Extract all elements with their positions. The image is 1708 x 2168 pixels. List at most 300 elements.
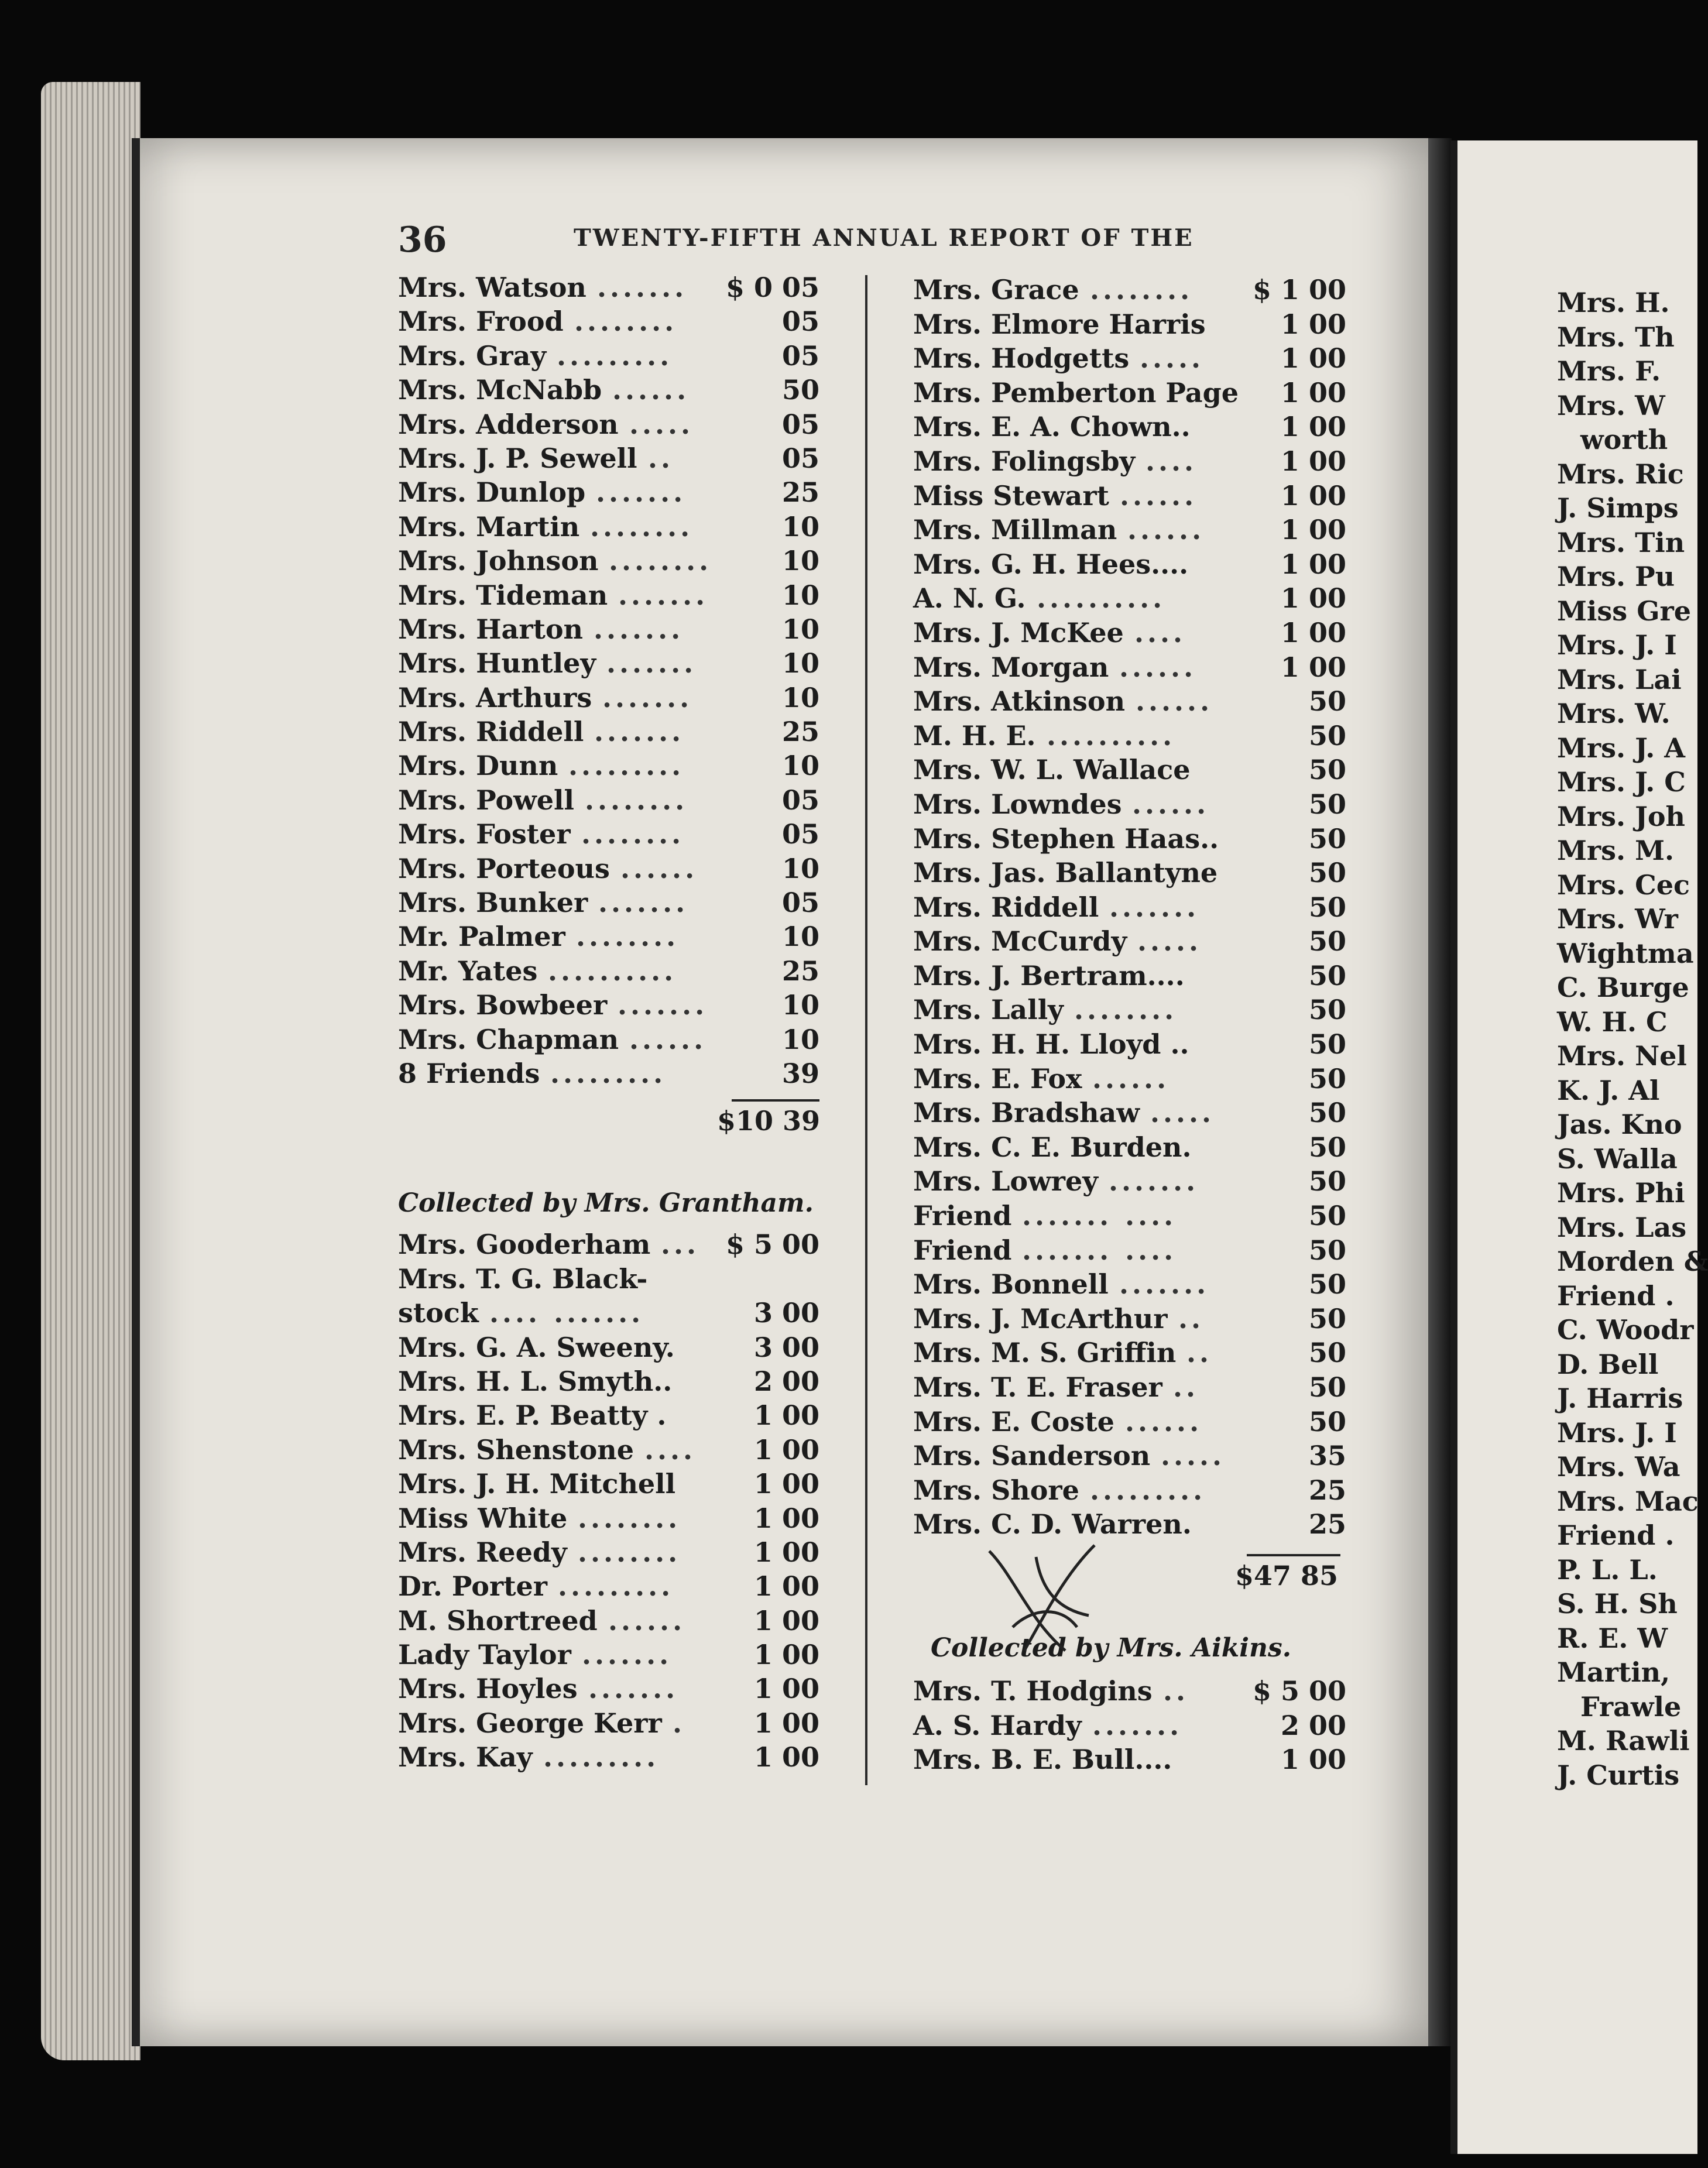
dot-leader: ......	[1120, 479, 1198, 512]
entry-amount: 50	[1308, 788, 1346, 820]
list-item	[913, 1062, 1346, 1096]
list-item	[398, 1262, 819, 1296]
entry-name: Mrs. Bradshaw	[913, 1097, 1140, 1129]
entry-amount: 05	[781, 887, 819, 919]
dot-leader: ........	[581, 818, 685, 850]
entry-amount: 25	[781, 955, 819, 987]
entry-amount: 05	[781, 306, 819, 338]
dot-leader: ........	[585, 784, 688, 816]
list-item	[1557, 594, 1697, 629]
middle-total-rule	[1247, 1554, 1340, 1556]
entry-name: Mrs. Bonnell	[913, 1268, 1109, 1301]
entry-name: Mrs. Dunn	[398, 750, 558, 782]
list-item	[1557, 868, 1697, 903]
dot-leader: .........	[543, 1741, 660, 1773]
entry-name: Mrs. Ric	[1557, 458, 1684, 490]
entry-name: Mrs. J. H. Mitchell	[398, 1468, 676, 1500]
entry-name: Mrs. G. H. Hees....	[913, 548, 1189, 580]
dot-leader: ......	[1136, 685, 1213, 718]
list-item	[913, 616, 1346, 650]
entry-amount: 1 00	[753, 1707, 819, 1739]
entry-name: J. Simps	[1557, 492, 1679, 524]
dot-leader: .......	[598, 887, 689, 919]
entry-amount: 05	[781, 784, 819, 816]
list-item	[1557, 1416, 1697, 1450]
list-item	[1557, 1724, 1697, 1758]
entry-name: A. S. Hardy	[913, 1709, 1082, 1741]
dot-leader: .........	[568, 750, 685, 782]
list-item	[398, 749, 819, 783]
dot-leader: ....	[1145, 445, 1198, 477]
entry-name: Lady Taylor	[398, 1639, 571, 1671]
entry-name: Mrs. C. D. Warren.	[913, 1508, 1192, 1541]
entry-name: Mrs. C. E. Burden.	[913, 1131, 1192, 1163]
entry-name: Mrs. Pemberton Page	[913, 376, 1239, 409]
dot-leader: ......	[1132, 788, 1210, 820]
list-item	[398, 1433, 819, 1467]
entry-name: S. Walla	[1557, 1143, 1678, 1175]
entry-amount: 50	[1308, 891, 1346, 923]
list-item	[913, 650, 1346, 685]
left-total: $10 39	[717, 1105, 821, 1137]
list-item	[913, 341, 1346, 376]
entry-name: C. Burge	[1557, 972, 1689, 1003]
dot-leader: ........	[609, 545, 712, 577]
entry-name: Mrs. Wr	[1557, 903, 1678, 935]
entry-name: Mrs. T. G. Black-	[398, 1263, 648, 1295]
entry-amount: 1 00	[753, 1536, 819, 1568]
entry-amount: 1 00	[1280, 1744, 1346, 1776]
entry-name: Mrs. Hoyles	[398, 1673, 578, 1705]
entry-amount: 3 00	[753, 1297, 819, 1329]
entry-name: Morden &	[1557, 1246, 1708, 1277]
list-item	[913, 513, 1346, 547]
list-item	[913, 1709, 1346, 1743]
entry-name: Mrs. Reedy	[398, 1536, 567, 1568]
entry-amount: 50	[1308, 685, 1346, 718]
list-item	[398, 1535, 819, 1569]
entry-name: Mrs. Bowbeer	[398, 989, 608, 1021]
dot-leader: ..	[1173, 1371, 1199, 1403]
list-item	[398, 1056, 819, 1090]
list-item	[398, 373, 819, 407]
entry-name: Mrs. Foster	[398, 818, 571, 850]
entry-amount: 10	[781, 681, 819, 713]
dot-leader: ........	[578, 1536, 681, 1568]
list-item	[913, 410, 1346, 444]
entry-name: Mrs. Tideman	[398, 579, 608, 611]
list-item	[1557, 1587, 1697, 1621]
entry-name: Mrs. Dunlop	[398, 476, 586, 509]
list-item	[398, 407, 819, 441]
entry-amount: 1 00	[1280, 548, 1346, 580]
entry-name: Mrs. Phi	[1557, 1177, 1685, 1209]
entry-name: Jas. Kno	[1557, 1109, 1682, 1140]
list-item	[913, 1674, 1346, 1709]
entry-name: Mrs. Joh	[1557, 800, 1685, 832]
entry-name: Mrs. Gooderham	[398, 1229, 651, 1261]
entry-name: Mrs. Porteous	[398, 852, 610, 884]
list-item	[1557, 628, 1697, 663]
entry-name: Dr. Porter	[398, 1570, 547, 1603]
dot-leader: ......	[1125, 1405, 1203, 1438]
entry-amount: 50	[1308, 857, 1346, 889]
list-item	[398, 612, 819, 646]
list-item	[398, 817, 819, 851]
list-item	[913, 890, 1346, 925]
list-item	[913, 376, 1346, 410]
entry-name: W. H. C	[1557, 1006, 1668, 1038]
entry-name: Mrs. Las	[1557, 1211, 1687, 1243]
entry-name: Mrs. Riddell	[913, 891, 1099, 923]
dot-leader: ....	[1134, 616, 1186, 649]
entry-name: Mrs. J. A	[1557, 732, 1685, 764]
left-column	[398, 270, 819, 1775]
entry-name: Mrs. Hodgetts	[913, 342, 1130, 375]
list-item	[913, 1302, 1346, 1336]
list-item	[913, 479, 1346, 513]
dot-leader: .......	[596, 476, 687, 509]
entry-name: Mrs. J. C	[1557, 766, 1686, 798]
entry-amount: 50	[1308, 1405, 1346, 1438]
page-header	[398, 219, 1422, 260]
list-item	[1557, 491, 1697, 526]
list-item	[398, 578, 819, 612]
dot-leader: ..	[648, 442, 674, 474]
entry-name: Mrs. Jas. Ballantyne	[913, 857, 1218, 889]
entry-amount: 05	[781, 442, 819, 474]
entry-name: K. J. Al	[1557, 1074, 1660, 1106]
list-item	[398, 681, 819, 715]
entry-name: Mrs. Lowrey	[913, 1165, 1098, 1198]
entry-name: R. E. W	[1557, 1622, 1668, 1654]
entry-name: Mrs. Grace	[913, 274, 1079, 306]
entry-name: Mrs. Huntley	[398, 647, 596, 680]
book-page-edges	[41, 82, 140, 2060]
list-item	[1557, 1005, 1697, 1040]
entry-amount: 50	[1308, 994, 1346, 1026]
list-item	[1557, 1518, 1697, 1553]
list-item	[913, 1164, 1346, 1199]
list-item	[913, 1370, 1346, 1405]
entry-name: Mrs. Sanderson	[913, 1440, 1151, 1472]
entry-amount: 50	[1308, 1337, 1346, 1369]
entry-amount: 50	[1308, 1131, 1346, 1163]
list-item	[1557, 902, 1697, 937]
entry-name: Miss Stewart	[913, 479, 1109, 512]
entry-name: Mrs. Shore	[913, 1474, 1079, 1506]
entry-name: worth	[1580, 424, 1668, 455]
dot-leader: ........	[590, 510, 694, 543]
entry-name: Mrs. Lowndes	[913, 788, 1122, 820]
entry-amount: 10	[781, 579, 819, 611]
list-item	[398, 270, 819, 304]
entry-name: Mrs. Millman	[913, 514, 1117, 546]
entry-amount: 1 00	[1280, 651, 1346, 683]
entry-name: A. N. G.	[913, 582, 1026, 615]
entry-name: Miss Gre	[1557, 595, 1691, 627]
entry-amount: 50	[1308, 1200, 1346, 1232]
entry-amount: 50	[1308, 1165, 1346, 1198]
list-item	[398, 1501, 819, 1535]
entry-name: Mrs. Arthurs	[398, 681, 592, 713]
book-gutter	[1428, 138, 1452, 2046]
entry-name: Mrs. Harton	[398, 613, 583, 645]
entry-amount: $ 0 05	[725, 272, 819, 303]
entry-name: Mrs. M. S. Griffin	[913, 1337, 1177, 1369]
entry-amount: 1 00	[1280, 479, 1346, 512]
dot-leader: ..........	[548, 955, 677, 987]
entry-amount: 50	[1308, 1028, 1346, 1061]
dot-leader: .......	[597, 272, 688, 303]
list-item	[913, 787, 1346, 822]
entry-name: Mrs. Atkinson	[913, 685, 1126, 718]
list-item	[913, 1507, 1346, 1542]
entry-name: Mrs. Th	[1557, 321, 1675, 353]
entry-amount: 10	[781, 1023, 819, 1055]
list-item	[1557, 1553, 1697, 1587]
list-item	[398, 988, 819, 1022]
entry-amount: 1 00	[753, 1673, 819, 1705]
entry-amount: 25	[781, 716, 819, 748]
entry-amount: 50	[1308, 1371, 1346, 1403]
list-item	[398, 852, 819, 886]
entry-amount: 05	[781, 408, 819, 440]
entry-name: M. Rawli	[1557, 1725, 1690, 1757]
list-item	[1557, 286, 1697, 320]
list-item	[398, 304, 819, 338]
list-item	[398, 1604, 819, 1638]
entry-name: Mrs. T. E. Fraser	[913, 1371, 1162, 1403]
list-item	[1557, 354, 1697, 389]
dot-leader: .	[673, 1707, 686, 1739]
entry-name: stock	[398, 1297, 479, 1329]
dot-leader: .......	[1109, 891, 1200, 923]
dot-leader: .....	[629, 408, 694, 440]
entry-amount: 05	[781, 818, 819, 850]
entry-amount: 1 00	[1280, 445, 1346, 477]
entry-amount: 25	[1308, 1474, 1346, 1506]
dot-leader: ......	[1127, 514, 1205, 546]
entry-amount: 50	[1308, 1097, 1346, 1129]
entry-name: Mr. Yates	[398, 955, 538, 987]
list-item	[913, 307, 1346, 342]
dot-leader: .......	[1109, 1165, 1199, 1198]
dot-leader: .......	[594, 613, 684, 645]
dot-leader: ..	[1178, 1302, 1205, 1335]
dot-leader: ........	[578, 1502, 681, 1534]
dot-leader: .....	[1140, 342, 1205, 375]
list-item	[1557, 970, 1697, 1005]
list-item	[913, 856, 1346, 890]
list-item	[1557, 1758, 1697, 1793]
entry-name: Mrs. J. Bertram....	[913, 959, 1185, 992]
dot-leader: .........	[557, 339, 673, 372]
entry-amount: 1 00	[753, 1570, 819, 1603]
middle-total: $47 85	[1235, 1560, 1339, 1591]
entry-name: Mr. Palmer	[398, 921, 565, 953]
entry-name: Mrs. Chapman	[398, 1023, 619, 1055]
dot-leader: .......	[582, 1639, 673, 1671]
dot-leader: .......	[606, 647, 697, 680]
entry-name: Mrs. H. L. Smyth..	[398, 1365, 673, 1397]
list-item	[913, 1439, 1346, 1473]
list-item	[1557, 1381, 1697, 1416]
list-item	[913, 1473, 1346, 1508]
entry-amount: 10	[781, 852, 819, 884]
dot-leader: .......	[594, 716, 685, 748]
entry-name: Frawle	[1580, 1690, 1682, 1723]
dot-leader: ..	[1163, 1675, 1189, 1707]
entry-name: Mrs. W.	[1557, 698, 1671, 729]
dot-leader: ....... ....	[1022, 1234, 1177, 1266]
entry-name: Mrs. George Kerr	[398, 1707, 662, 1739]
entry-name: Mrs. G. A. Sweeny.	[398, 1331, 675, 1363]
dot-leader: ......	[1092, 1062, 1170, 1095]
entry-amount: 50	[1308, 1234, 1346, 1266]
list-item	[913, 1199, 1346, 1233]
entry-amount: 10	[781, 921, 819, 953]
entry-name: Miss White	[398, 1502, 568, 1534]
list-item	[398, 1638, 819, 1672]
list-item	[1557, 1210, 1697, 1245]
list-item	[1557, 423, 1697, 457]
entry-name: Mrs. E. A. Chown..	[913, 411, 1191, 443]
entry-amount: 1 00	[753, 1468, 819, 1500]
dot-leader: .......	[602, 681, 693, 713]
list-item	[398, 1330, 819, 1364]
entry-name: Mrs. Pu	[1557, 561, 1675, 592]
entry-amount: 1 00	[1280, 376, 1346, 409]
list-item	[1557, 389, 1697, 423]
entry-amount: 1 00	[1280, 514, 1346, 546]
dot-leader: .........	[550, 1057, 667, 1089]
dot-leader: ....	[644, 1433, 697, 1466]
entry-name: J. Curtis	[1557, 1759, 1680, 1791]
entry-amount: 1 00	[753, 1399, 819, 1432]
entry-name: Mrs. Cec	[1557, 869, 1690, 901]
entry-amount: 50	[781, 374, 819, 406]
list-item	[913, 1027, 1346, 1062]
list-item	[398, 475, 819, 509]
dot-leader: ..........	[1037, 582, 1166, 615]
list-item	[1557, 560, 1697, 594]
dot-leader: ......	[620, 852, 698, 884]
dot-leader: .......	[618, 579, 709, 611]
entry-name: Mrs. J. McKee	[913, 616, 1124, 649]
list-item	[398, 544, 819, 578]
entry-amount: 2 00	[753, 1365, 819, 1397]
entry-name: Mrs. Powell	[398, 784, 574, 816]
list-item	[1557, 1484, 1697, 1519]
entry-amount: 3 00	[753, 1331, 819, 1363]
entry-amount: 10	[781, 647, 819, 680]
list-item	[913, 1405, 1346, 1439]
list-item	[1557, 697, 1697, 731]
dot-leader: ....... ....	[1022, 1200, 1177, 1232]
entry-name: Wightma	[1557, 937, 1694, 969]
list-item	[1557, 1450, 1697, 1484]
entry-name: Mrs. Gray	[398, 339, 547, 372]
list-item	[398, 1569, 819, 1603]
list-item	[1557, 457, 1697, 492]
entry-amount: 50	[1308, 719, 1346, 752]
entry-amount: $ 5 00	[1252, 1675, 1346, 1707]
entry-amount: 25	[1308, 1508, 1346, 1541]
running-title: TWENTY-FIFTH ANNUAL REPORT OF THE	[574, 224, 1194, 252]
dot-leader: ......	[629, 1023, 707, 1055]
entry-name: Mrs. Lai	[1557, 663, 1682, 695]
entry-amount: 1 00	[1280, 616, 1346, 649]
entry-amount: 1 00	[753, 1502, 819, 1534]
list-item	[913, 547, 1346, 582]
entry-amount: 10	[781, 750, 819, 782]
list-item	[1557, 1176, 1697, 1210]
list-item	[1557, 731, 1697, 766]
entry-amount: 1 00	[753, 1604, 819, 1637]
entry-amount: 50	[1308, 754, 1346, 786]
list-item	[398, 1023, 819, 1056]
list-item	[398, 1672, 819, 1706]
dot-leader: .........	[1090, 1474, 1206, 1506]
entry-name: Mrs. Johnson	[398, 545, 599, 577]
entry-amount: 1 00	[753, 1639, 819, 1671]
entry-amount: 10	[781, 545, 819, 577]
list-item	[913, 753, 1346, 787]
list-item	[398, 441, 819, 475]
entry-name: Mrs. Lally	[913, 994, 1064, 1026]
list-item	[1557, 1655, 1697, 1690]
list-item	[913, 1130, 1346, 1165]
list-item	[1557, 937, 1697, 971]
dot-leader: ......	[1119, 651, 1197, 683]
entry-name: J. Harris	[1557, 1383, 1683, 1414]
entry-amount: 39	[781, 1057, 819, 1089]
entry-name: Mrs. B. E. Bull....	[913, 1744, 1172, 1776]
entry-name: Mrs. Elmore Harris	[913, 308, 1206, 340]
entry-name: Friend .	[1557, 1279, 1675, 1312]
entry-name: S. H. Sh	[1557, 1588, 1678, 1620]
entry-amount: 1 00	[1280, 411, 1346, 443]
list-item	[398, 1740, 819, 1774]
dot-leader: .....	[1161, 1440, 1226, 1472]
dot-leader: ...	[661, 1229, 700, 1261]
list-item	[398, 886, 819, 920]
entry-amount: 1 00	[1280, 582, 1346, 615]
entry-name: Mrs. W. L. Wallace	[913, 754, 1191, 786]
list-item	[398, 339, 819, 373]
list-item	[913, 959, 1346, 993]
list-item	[1557, 320, 1697, 355]
dot-leader: .........	[558, 1570, 674, 1603]
entry-name: Mrs. Stephen Haas..	[913, 822, 1219, 855]
entry-name: Mrs. Frood	[398, 306, 564, 338]
entry-name: Mrs. Wa	[1557, 1451, 1680, 1483]
entry-name: Friend	[913, 1200, 1012, 1232]
entry-name: Mrs. Riddell	[398, 716, 584, 748]
entry-name: Mrs. Nel	[1557, 1040, 1687, 1072]
entry-name: Mrs. McNabb	[398, 374, 602, 406]
entry-name: Mrs. M.	[1557, 835, 1675, 866]
list-item	[1557, 526, 1697, 560]
dot-leader: .....	[1137, 925, 1202, 958]
list-item	[398, 1398, 819, 1432]
entry-name: Mrs. J. I	[1557, 1416, 1677, 1449]
entry-amount: 1 00	[1280, 342, 1346, 375]
list-item	[913, 1336, 1346, 1370]
list-item	[398, 1296, 819, 1330]
list-item	[398, 715, 819, 749]
